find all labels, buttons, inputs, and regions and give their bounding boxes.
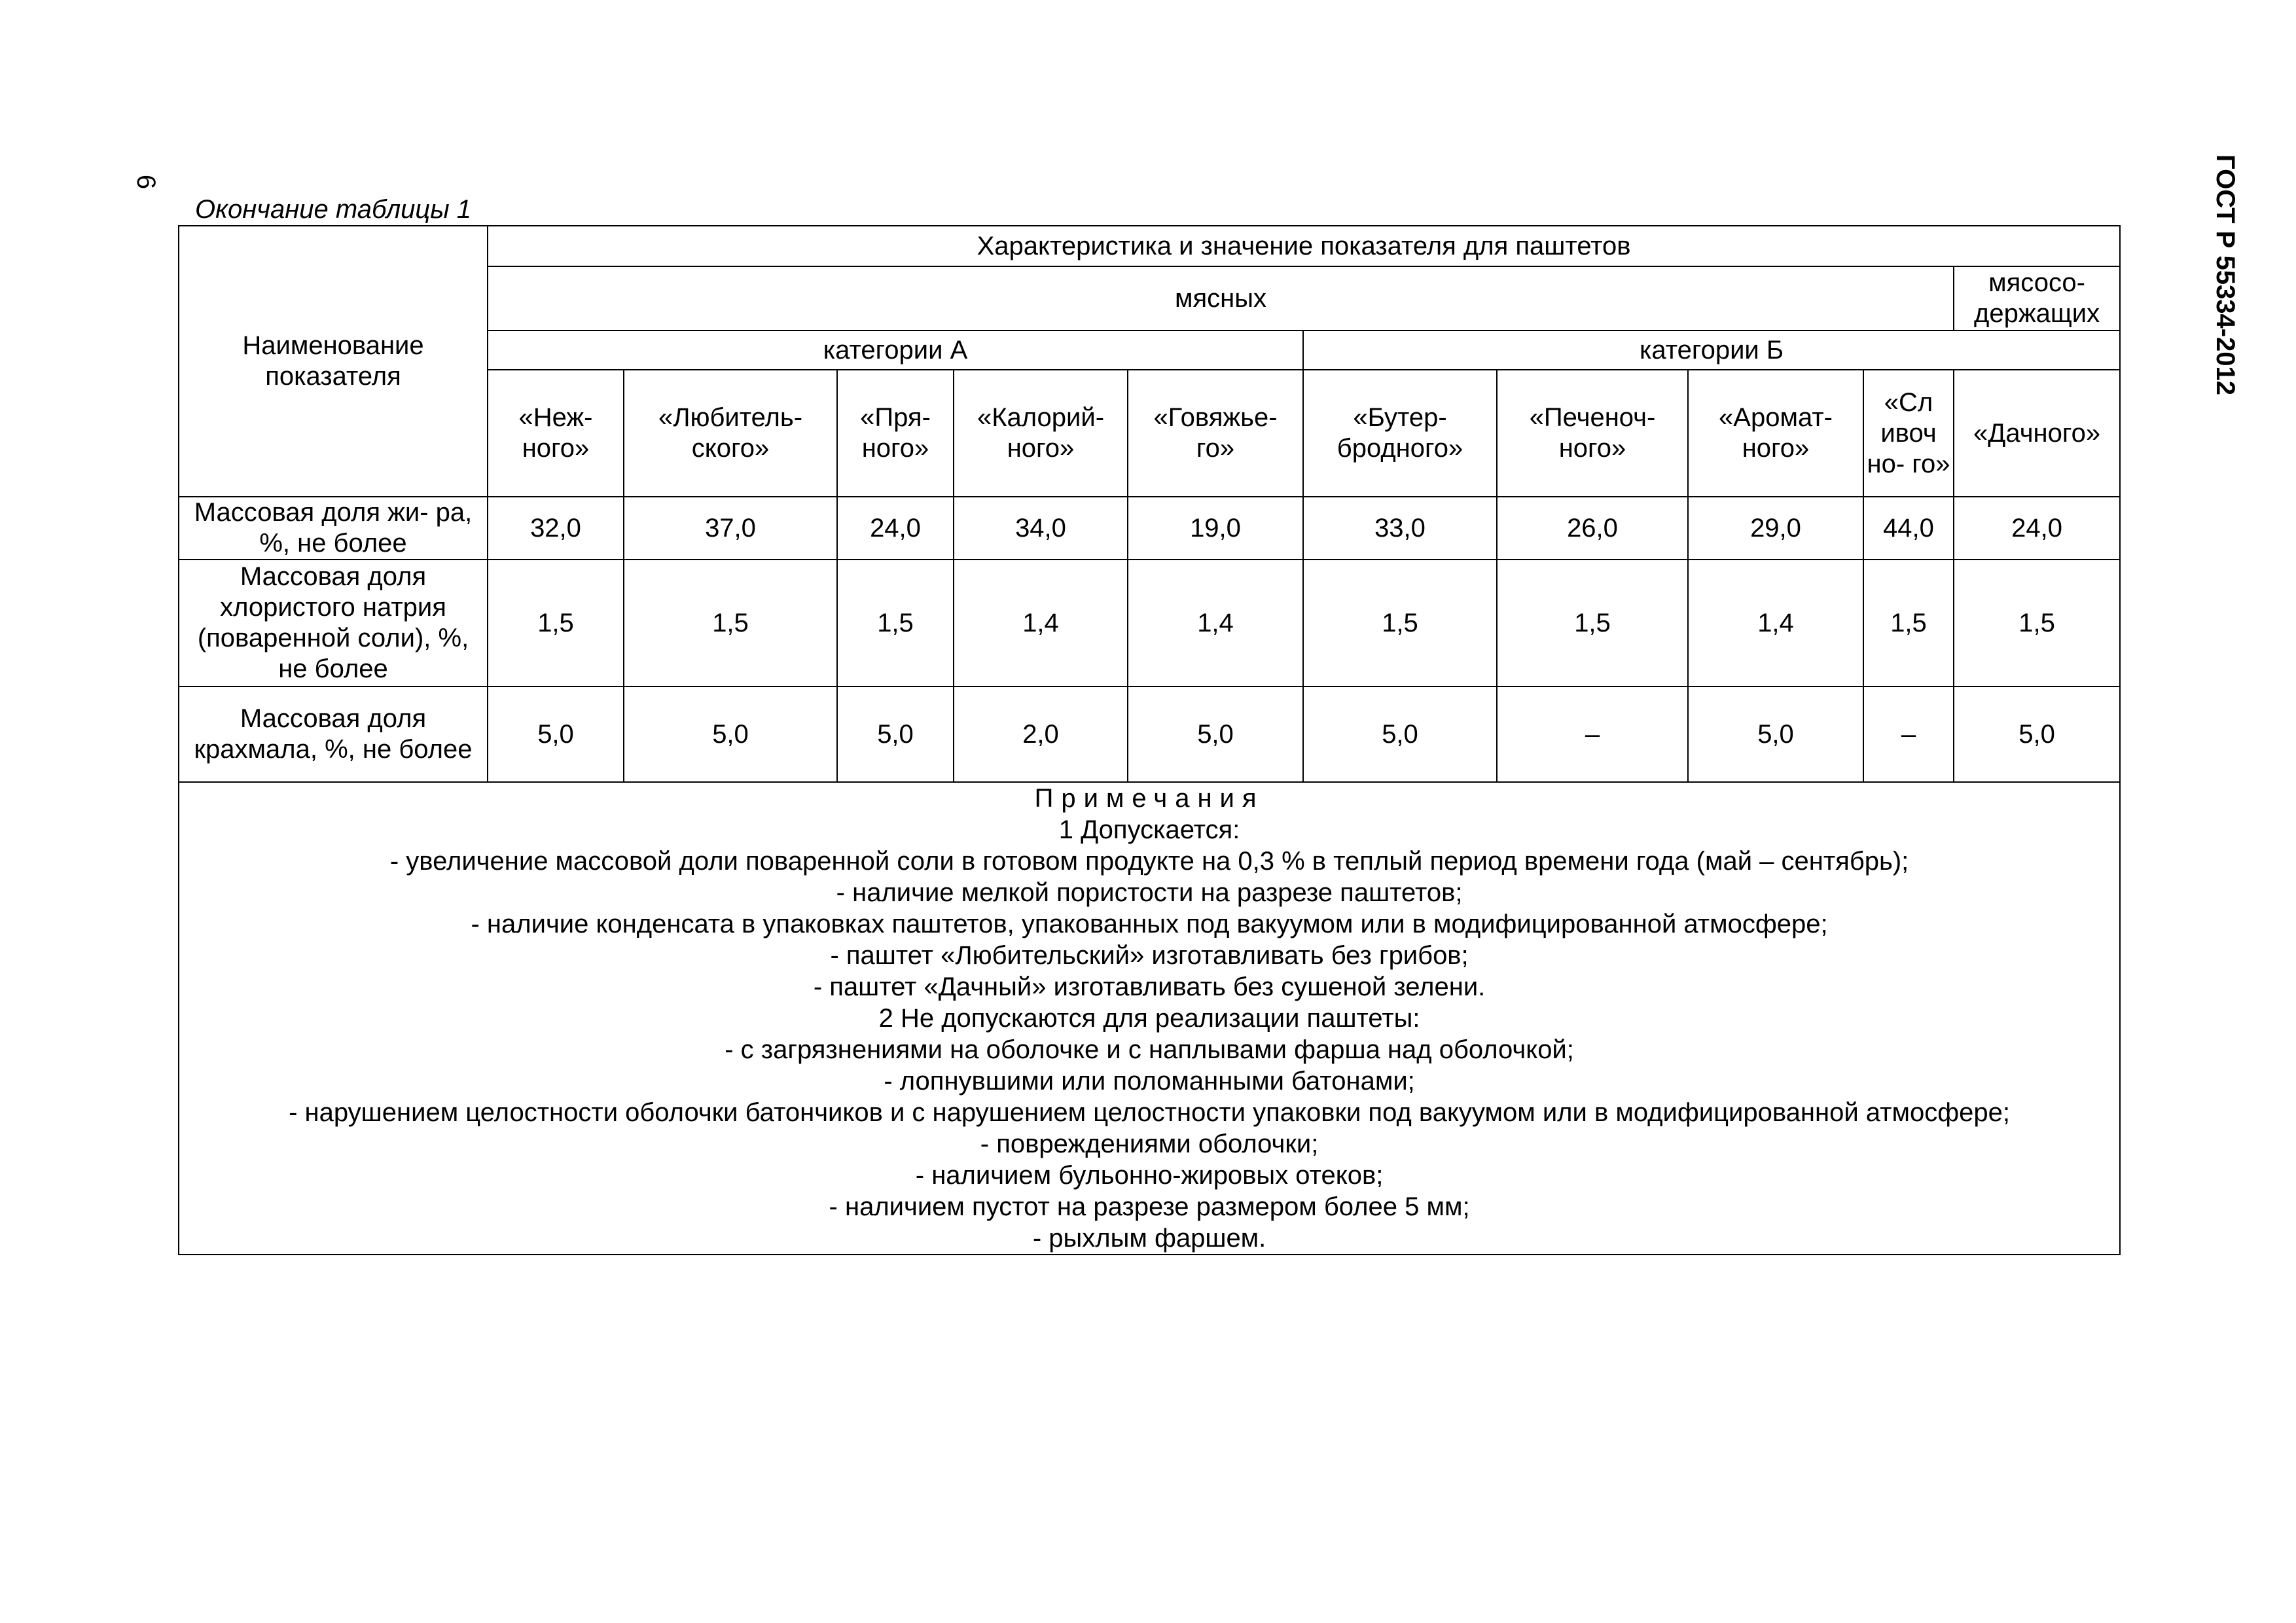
value-cell: 5,0 (624, 687, 837, 782)
table-row (179, 560, 2120, 687)
value-cell: 1,4 (1688, 560, 1863, 687)
value-cell: 5,0 (837, 687, 954, 782)
product-header: «Аромат- ного» (1688, 370, 1863, 497)
row-name: Массовая доля жи- ра, %, не более (179, 497, 488, 560)
product-header: «Бутер- бродного» (1303, 370, 1497, 497)
value-cell: 44,0 (1863, 497, 1954, 560)
value-cell: 1,5 (1303, 560, 1497, 687)
row-name: Массовая доля крахмала, %, не более (179, 687, 488, 782)
value-cell: 1,5 (488, 560, 624, 687)
note-line: 2 Не допускаются для реализации паштеты: (878, 1004, 1420, 1033)
value-cell: 26,0 (1497, 497, 1688, 560)
note-line: - повреждениями оболочки; (980, 1130, 1319, 1158)
header-category-a: категории А (488, 330, 1303, 370)
value-cell: 1,5 (624, 560, 837, 687)
notes-row (179, 782, 2120, 1255)
value-cell: 24,0 (1954, 497, 2120, 560)
product-header: «Неж- ного» (488, 370, 624, 497)
value-cell: 34,0 (954, 497, 1128, 560)
value-cell: 5,0 (1128, 687, 1303, 782)
note-line: - наличием пустот на разрезе размером более 5 мм; (829, 1192, 1470, 1221)
table-row (179, 687, 2120, 782)
value-cell: 29,0 (1688, 497, 1863, 560)
notes-cell (179, 782, 2120, 1255)
value-cell: 32,0 (488, 497, 624, 560)
note-line: - паштет «Дачный» изготавливать без сушеной зелени. (813, 972, 1486, 1001)
note-line: - наличие мелкой пористости на разрезе паштетов; (836, 878, 1463, 907)
product-header: «Любитель- ского» (624, 370, 837, 497)
value-cell: – (1497, 687, 1688, 782)
header-characteristic: Характеристика и значение показателя для паштетов (488, 226, 2120, 266)
product-header: «Дачного» (1954, 370, 2120, 497)
value-cell: 1,4 (954, 560, 1128, 687)
value-cell: 1,5 (1497, 560, 1688, 687)
header-meat-containing: мясосо- держащих (1954, 266, 2120, 330)
product-header: «Сл ивоч но- го» (1863, 370, 1954, 497)
value-cell: 33,0 (1303, 497, 1497, 560)
value-cell: 5,0 (1954, 687, 2120, 782)
note-line: - паштет «Любительский» изготавливать без грибов; (830, 941, 1469, 970)
page-number: 6 (132, 174, 161, 190)
table-row (179, 497, 2120, 560)
row-name: Массовая доля хлористого натрия (поваренной соли), %, не более (179, 560, 488, 687)
value-cell: 5,0 (1303, 687, 1497, 782)
note-line: - рыхлым фаршем. (1032, 1224, 1266, 1253)
table-caption: Окончание таблицы 1 (195, 195, 472, 224)
product-header: «Калорий- ного» (954, 370, 1128, 497)
header-category-b: категории Б (1303, 330, 2120, 370)
value-cell: 1,4 (1128, 560, 1303, 687)
note-line: - нарушением целостности оболочки батончиков и с нарушением целостности упаковки под вакуумом или в модифицированной атмосфере; (289, 1098, 2010, 1127)
value-cell: 5,0 (488, 687, 624, 782)
value-cell: 24,0 (837, 497, 954, 560)
product-header: «Пря- ного» (837, 370, 954, 497)
value-cell: – (1863, 687, 1954, 782)
value-cell: 2,0 (954, 687, 1128, 782)
product-header: «Печеноч- ного» (1497, 370, 1688, 497)
value-cell: 1,5 (1863, 560, 1954, 687)
note-line: - с загрязнениями на оболочке и с наплывами фарша над оболочкой; (725, 1035, 1574, 1064)
note-line: - увеличение массовой доли поваренной соли в готовом продукте на 0,3 % в теплый период времени года (май – сентябрь); (389, 847, 1909, 876)
value-cell: 37,0 (624, 497, 837, 560)
notes-title: Примечания (1034, 784, 1265, 813)
indicators-table (178, 225, 2121, 1255)
value-cell: 1,5 (837, 560, 954, 687)
header-indicator-name: Наименование показателя (179, 226, 488, 497)
note-line: 1 Допускается: (1058, 815, 1240, 844)
value-cell: 5,0 (1688, 687, 1863, 782)
document-code: ГОСТ Р 55334-2012 (2211, 154, 2240, 396)
value-cell: 19,0 (1128, 497, 1303, 560)
note-line: - наличие конденсата в упаковках паштетов, упакованных под вакуумом или в модифицированной атмосфере; (471, 910, 1828, 938)
note-line: - лопнувшими или поломанными батонами; (884, 1067, 1415, 1096)
product-header: «Говяжье- го» (1128, 370, 1303, 497)
value-cell: 1,5 (1954, 560, 2120, 687)
header-meat: мясных (488, 266, 1954, 330)
note-line: - наличием бульонно-жировых отеков; (915, 1161, 1384, 1190)
